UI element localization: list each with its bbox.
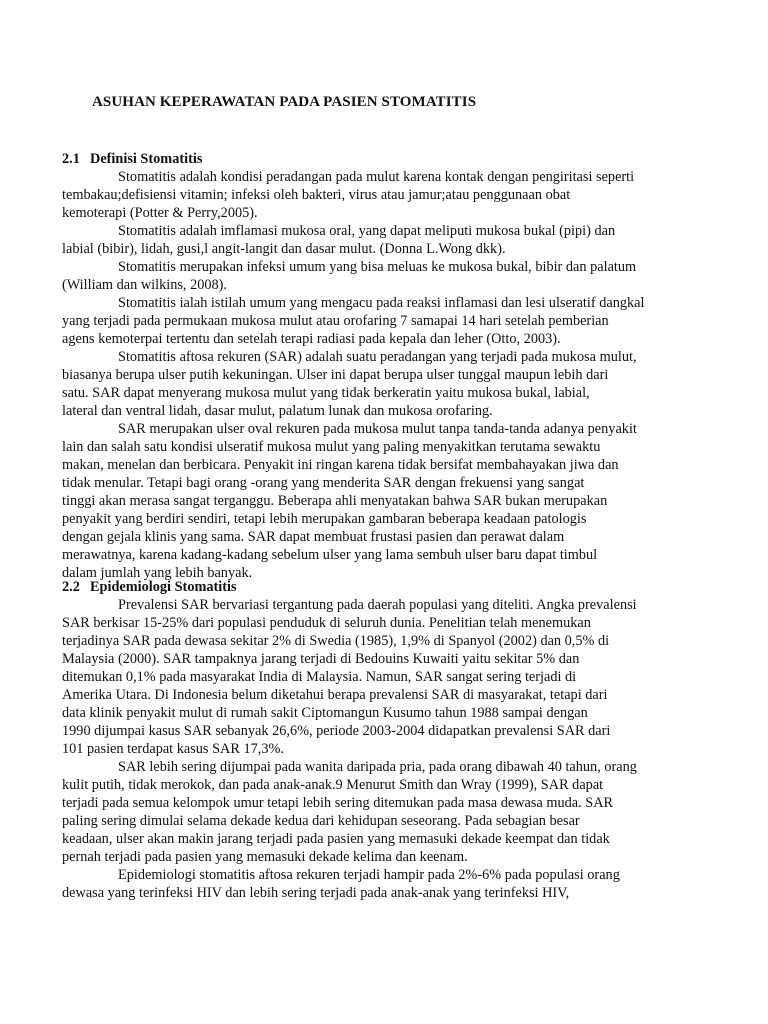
section-heading [62, 578, 692, 596]
text-line: Stomatitis merupakan infeksi umum yang bisa meluas ke mukosa bukal, bibir dan palatum [118, 259, 637, 275]
text-line: data klinik penyakit mulut di rumah sakit Ciptomangun Kusumo tahun 1988 sampai dengan [62, 705, 588, 721]
section-title: Epidemiologi Stomatitis [90, 579, 237, 595]
text-line: ditemukan 0,1% pada masyarakat India di Malaysia. Namun, SAR sangat sering terjadi di [62, 669, 577, 685]
text-line: tembakau;defisiensi vitamin; infeksi oleh bakteri, virus atau jamur;atau penggunaan obat [62, 187, 571, 203]
text-line: kemoterapi (Potter & Perry,2005). [62, 205, 258, 221]
text-line: keadaan, ulser akan makin jarang terjadi pada pasien yang memasuki dekade keempat dan tidak [62, 831, 610, 847]
text-line: dalam jumlah yang lebih banyak. [62, 565, 253, 581]
paragraph [62, 348, 692, 420]
text-line: merawatnya, karena kadang-kadang sebelum ulser yang lama sembuh ulser baru dapat timbul [62, 547, 598, 563]
section-number: 2.1 [62, 151, 80, 167]
text-line: kulit putih, tidak merokok, dan pada anak-anak.9 Menurut Smith dan Wray (1999), SAR dapat [62, 777, 604, 793]
text-line: terjadi pada semua kelompok umur tetapi lebih sering ditemukan pada masa dewasa muda. SAR [62, 795, 614, 811]
text-line: pernah terjadi pada pasien yang memasuki dekade kelima dan keenam. [62, 849, 468, 865]
text-line: paling sering dimulai selama dekade kedua dari kehidupan seseorang. Pada sebagian besar [62, 813, 580, 829]
text-line: biasanya berupa ulser putih kekuningan. Ulser ini dapat berupa ulser tunggal maupun lebih dari [62, 367, 609, 383]
text-line: SAR merupakan ulser oval rekuren pada mukosa mulut tanpa tanda-tanda adanya penyakit [118, 421, 637, 437]
text-line: Malaysia (2000). SAR tampaknya jarang terjadi di Bedouins Kuwaiti yaitu sekitar 5% dan [62, 651, 580, 667]
paragraph [62, 866, 692, 902]
text-line: Stomatitis adalah kondisi peradangan pada mulut karena kontak dengan pengiritasi seperti [118, 169, 635, 185]
text-line: Stomatitis adalah imflamasi mukosa oral, yang dapat meliputi mukosa bukal (pipi) dan [118, 223, 616, 239]
section-heading [62, 150, 692, 168]
paragraph [62, 758, 692, 866]
text-line: penyakit yang berdiri sendiri, tetapi lebih merupakan gambaran beberapa keadaan patologis [62, 511, 587, 527]
text-line: yang terjadi pada permukaan mukosa mulut atau orofaring 7 samapai 14 hari setelah pemberian [62, 313, 609, 329]
text-line: Amerika Utara. Di Indonesia belum diketahui berapa prevalensi SAR di masyarakat, tetapi dari [62, 687, 608, 703]
section-epidemiologi [62, 578, 692, 902]
section-number: 2.2 [62, 579, 80, 595]
document-title: ASUHAN KEPERAWATAN PADA PASIEN STOMATITIS [92, 94, 477, 110]
text-line: lateral dan ventral lidah, dasar mulut, palatum lunak dan mukosa orofaring. [62, 403, 493, 419]
text-line: dengan gejala klinis yang sama. SAR dapat membuat frustasi pasien dan perawat dalam [62, 529, 565, 545]
text-line: terjadinya SAR pada dewasa sekitar 2% di Swedia (1985), 1,9% di Spanyol (2002) dan 0,5% di [62, 633, 610, 649]
text-line: (William dan wilkins, 2008). [62, 277, 228, 293]
paragraph [62, 596, 692, 758]
paragraph [62, 168, 692, 222]
paragraph [62, 294, 692, 348]
text-line: makan, menelan dan berbicara. Penyakit ini ringan karena tidak bersifat membahayakan jiwa dan [62, 457, 619, 473]
section-title: Definisi Stomatitis [90, 151, 203, 167]
text-line: labial (bibir), lidah, gusi,l angit-langit dan dasar mulut. (Donna L.Wong dkk). [62, 241, 506, 257]
text-line: Epidemiologi stomatitis aftosa rekuren terjadi hampir pada 2%-6% pada populasi orang [118, 867, 620, 883]
text-line: SAR lebih sering dijumpai pada wanita daripada pria, pada orang dibawah 40 tahun, orang [118, 759, 637, 775]
text-line: Stomatitis aftosa rekuren (SAR) adalah suatu peradangan yang terjadi pada mukosa mulut, [118, 349, 637, 365]
text-line: 1990 dijumpai kasus SAR sebanyak 26,6%, periode 2003-2004 didapatkan prevalensi SAR dari [62, 723, 611, 739]
section-definisi [62, 150, 692, 582]
text-line: lain dan salah satu kondisi ulseratif mukosa mulut yang paling menyakitkan terutama sewaktu [62, 439, 601, 455]
text-line: SAR berkisar 15-25% dari populasi penduduk di seluruh dunia. Penelitian telah menemukan [62, 615, 591, 631]
paragraph [62, 222, 692, 258]
text-line: Prevalensi SAR bervariasi tergantung pada daerah populasi yang diteliti. Angka prevalensi [118, 597, 637, 613]
text-line: 101 pasien terdapat kasus SAR 17,3%. [62, 741, 284, 757]
paragraph [62, 420, 692, 582]
text-line: Stomatitis ialah istilah umum yang mengacu pada reaksi inflamasi dan lesi ulseratif dangkal [118, 295, 645, 311]
text-line: tinggi akan merasa sangat terganggu. Beberapa ahli menyatakan bahwa SAR bukan merupakan [62, 493, 608, 509]
text-line: dewasa yang terinfeksi HIV dan lebih sering terjadi pada anak-anak yang terinfeksi HIV, [62, 885, 570, 901]
text-line: agens kemoterpai tertentu dan setelah terapi radiasi pada kepala dan leher (Otto, 2003). [62, 331, 561, 347]
text-line: satu. SAR dapat menyerang mukosa mulut yang tidak berkeratin yaitu mukosa bukal, labial, [62, 385, 590, 401]
text-line: tidak menular. Tetapi bagi orang -orang yang menderita SAR dengan frekuensi yang sangat [62, 475, 585, 491]
paragraph [62, 258, 692, 294]
